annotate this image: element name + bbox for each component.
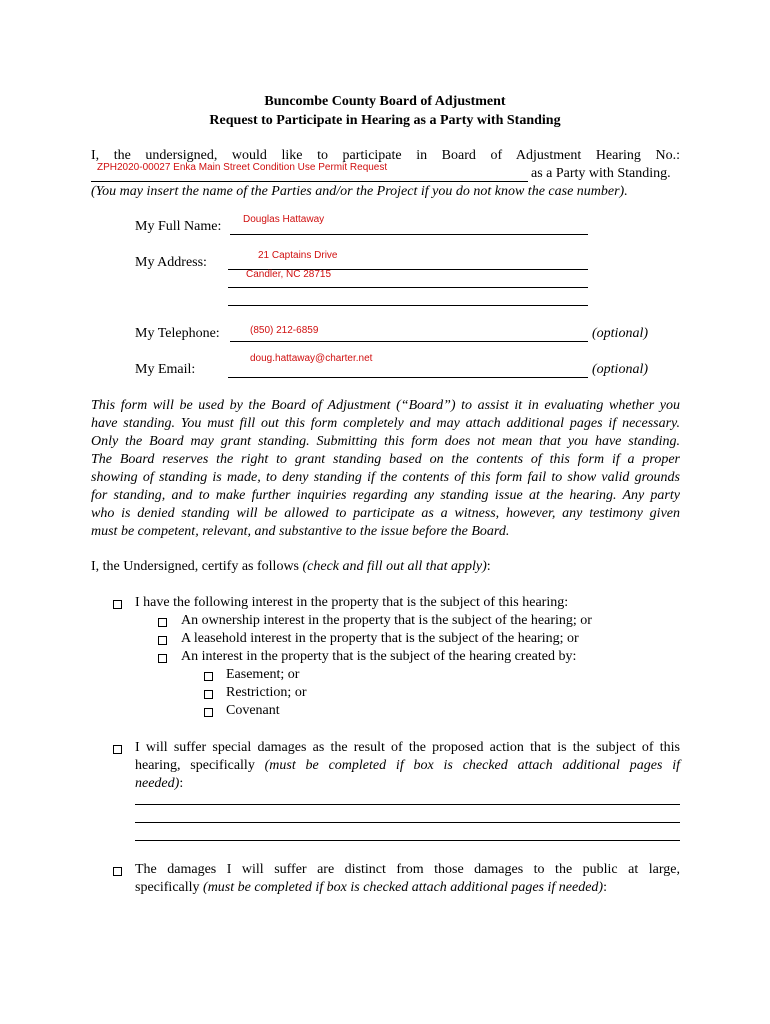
special-damages-line-2: hearing, specifically (must be completed if box is checked attach additional pages if	[135, 758, 681, 773]
easement-checkbox[interactable]	[204, 669, 213, 687]
intro-line1: I, the undersigned, would like to participate in Board of Adjustment Hearing No.:	[91, 148, 680, 163]
full-name-field[interactable]: Douglas Hattaway	[243, 214, 325, 225]
covenant-label: Covenant	[226, 703, 280, 718]
easement-label: Easement; or	[226, 667, 300, 682]
notice-line-1: This form will be used by the Board of Adjustment (“Board”) to assist it in evaluating whether you	[91, 398, 680, 413]
covenant-checkbox[interactable]	[204, 705, 213, 723]
telephone-line	[230, 341, 588, 342]
full-name-line	[230, 234, 588, 235]
ownership-label: An ownership interest in the property that is the subject of the hearing; or	[181, 613, 592, 628]
ownership-checkbox[interactable]	[158, 615, 167, 633]
leasehold-checkbox[interactable]	[158, 633, 167, 651]
special-damages-checkbox[interactable]	[113, 742, 122, 760]
email-field[interactable]: doug.hattaway@charter.net	[250, 353, 373, 364]
distinct-damages-line-2: specifically (must be completed if box is checked attach additional pages if needed):	[135, 880, 607, 895]
telephone-field[interactable]: (850) 212-6859	[250, 325, 319, 336]
address-label: My Address:	[135, 255, 207, 270]
telephone-label: My Telephone:	[135, 326, 220, 341]
intro-line2-suffix: as a Party with Standing.	[531, 166, 671, 181]
hearing-number-field[interactable]: ZPH2020-00027 Enka Main Street Condition Use Permit Request	[97, 162, 388, 173]
special-damages-answer-line-2[interactable]	[135, 822, 680, 823]
special-damages-answer-line-3[interactable]	[135, 840, 680, 841]
certify-statement: I, the Undersigned, certify as follows (check and fill out all that apply):	[91, 559, 491, 574]
restriction-label: Restriction; or	[226, 685, 307, 700]
email-line	[228, 377, 588, 378]
special-damages-answer-line-1[interactable]	[135, 804, 680, 805]
leasehold-label: A leasehold interest in the property that is the subject of the hearing; or	[181, 631, 579, 646]
notice-line-5: showing of standing is made, to deny standing if the contents of this form fail to show valid grounds	[91, 470, 680, 485]
email-label: My Email:	[135, 362, 196, 377]
distinct-damages-line-1: The damages I will suffer are distinct from those damages to the public at large,	[135, 862, 680, 877]
created-by-checkbox[interactable]	[158, 651, 167, 669]
created-by-label: An interest in the property that is the subject of the hearing created by:	[181, 649, 577, 664]
special-damages-line-1: I will suffer special damages as the result of the proposed action that is the subject of this	[135, 740, 680, 755]
notice-line-6: for standing, and to make further inquiries regarding any standing issue at the hearing. Any party	[91, 488, 680, 503]
form-title: Buncombe County Board of Adjustment	[264, 94, 506, 109]
address-field-1[interactable]: 21 Captains Drive	[258, 250, 338, 261]
special-damages-line-3: needed):	[135, 776, 184, 791]
email-optional: (optional)	[592, 362, 648, 377]
restriction-checkbox[interactable]	[204, 687, 213, 705]
intro-note: (You may insert the name of the Parties and/or the Project if you do not know the case number).	[91, 184, 628, 199]
address-field-2[interactable]: Candler, NC 28715	[246, 269, 332, 280]
form-subtitle: Request to Participate in Hearing as a Party with Standing	[209, 113, 561, 128]
notice-line-2: have standing. You must fill out this form completely and may attach additional pages if necessary.	[91, 416, 680, 431]
notice-line-8: must be competent, relevant, and substantive to the issue before the Board.	[91, 524, 510, 539]
telephone-optional: (optional)	[592, 326, 648, 341]
notice-line-3: Only the Board may grant standing. Submitting this form does not mean that you have standing.	[91, 434, 680, 449]
full-name-label: My Full Name:	[135, 219, 222, 234]
distinct-damages-checkbox[interactable]	[113, 864, 122, 882]
notice-line-4: The Board reserves the right to grant standing based on the contents of this form if a proper	[91, 452, 680, 467]
interest-checkbox[interactable]	[113, 597, 122, 615]
address-line-3	[228, 305, 588, 306]
hearing-number-line	[91, 181, 528, 182]
address-line-2	[228, 287, 588, 288]
notice-line-7: who is denied standing will be allowed to participate as a witness, however, any testimony given	[91, 506, 680, 521]
interest-label: I have the following interest in the property that is the subject of this hearing:	[135, 595, 569, 610]
